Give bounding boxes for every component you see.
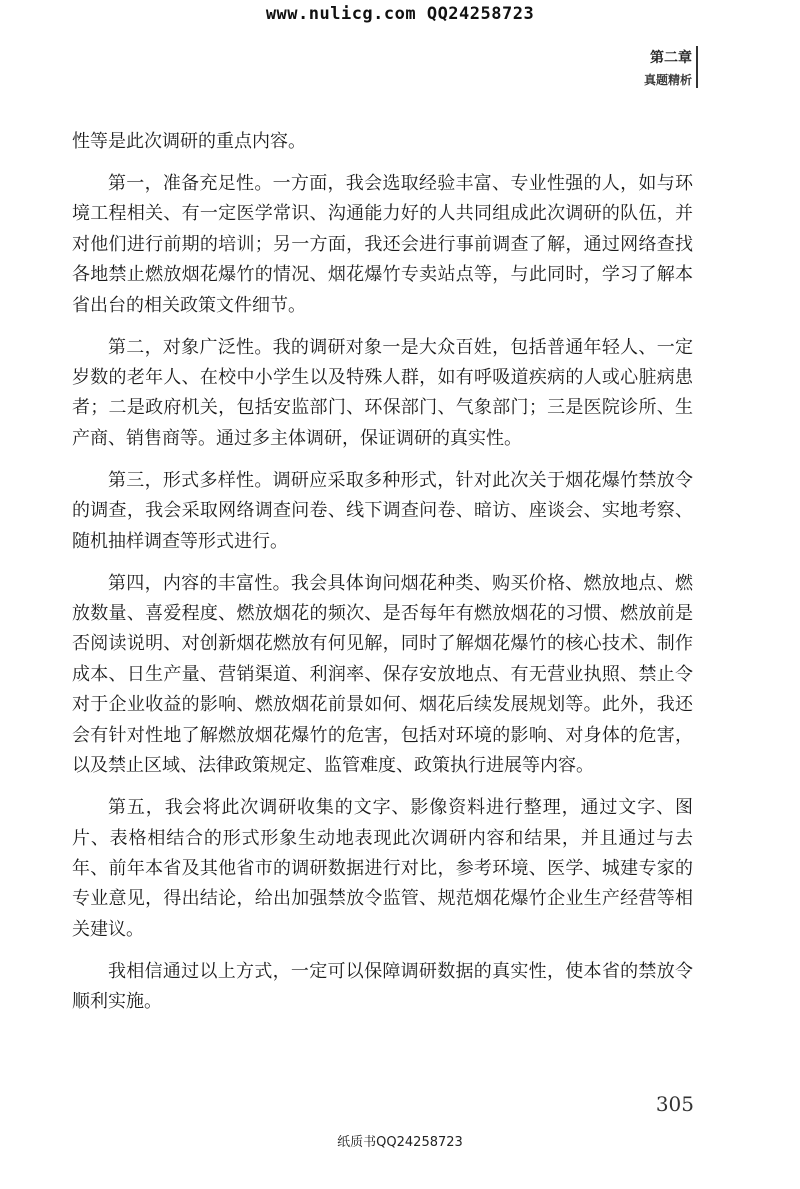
- page-body: [72, 127, 693, 1029]
- chapter-number: 第二章: [650, 50, 692, 66]
- watermark-bottom: 纸质书QQ24258723: [337, 1135, 463, 1150]
- paragraph-first: 第一，准备充足性。一方面，我会选取经验丰富、专业性强的人，如与环境工程相关、有一定医学常识、沟通能力好的人共同组成此次调研的队伍，并对他们进行前期的培训；另一方面，我还会进行事前调查了解，通过网络查找各地禁止燃放烟花爆竹的情况、烟花爆竹专卖站点等，与此同时，学习了解本省出台的相关政策文件细节。: [72, 173, 693, 316]
- paragraph-conclusion: 我相信通过以上方式，一定可以保障调研数据的真实性，使本省的禁放令顺利实施。: [72, 960, 693, 1013]
- watermark-top: www.nulicg.com QQ24258723: [265, 4, 535, 24]
- chapter-title: 真题精析: [643, 73, 692, 87]
- page-number: 305: [655, 1092, 694, 1116]
- paragraph-fourth: 第四，内容的丰富性。我会具体询问烟花种类、购买价格、燃放地点、燃放数量、喜爱程度、燃放烟花的频次、是否每年有燃放烟花的习惯、燃放前是否阅读说明、对创新烟花燃放有何见解，同时了解烟花爆竹的核心技术、制作成本、日生产量、营销渠道、利润率、保存安放地点、有无营业执照、禁止令对于企业收益的影响、燃放烟花前景如何、烟花后续发展规划等。此外，我还会有针对性地了解燃放烟花爆竹的危害，包括对环境的影响、对身体的危害，以及禁止区域、法律政策规定、监管难度、政策执行进展等内容。: [72, 572, 693, 777]
- paragraph-continuation: 性等是此次调研的重点内容。: [72, 131, 306, 152]
- paragraph-third: 第三，形式多样性。调研应采取多种形式，针对此次关于烟花爆竹禁放令的调查，我会采取网络调查问卷、线下调查问卷、暗访、座谈会、实地考察、随机抽样调查等形式进行。: [72, 469, 693, 552]
- paragraph-second: 第二，对象广泛性。我的调研对象一是大众百姓，包括普通年轻人、一定岁数的老年人、在校中小学生以及特殊人群，如有呼吸道疾病的人或心脏病患者；二是政府机关，包括安监部门、环保部门、气象部门；三是医院诊所、生产商、销售商等。通过多主体调研，保证调研的真实性。: [72, 336, 693, 449]
- header-divider: [696, 46, 698, 88]
- paragraph-fifth: 第五，我会将此次调研收集的文字、影像资料进行整理，通过文字、图片、表格相结合的形式形象生动地表现此次调研内容和结果，并且通过与去年、前年本省及其他省市的调研数据进行对比，参考环境、医学、城建专家的专业意见，得出结论，给出加强禁放令监管、规范烟花爆竹企业生产经营等相关建议。: [72, 797, 693, 940]
- chapter-header: [644, 47, 692, 91]
